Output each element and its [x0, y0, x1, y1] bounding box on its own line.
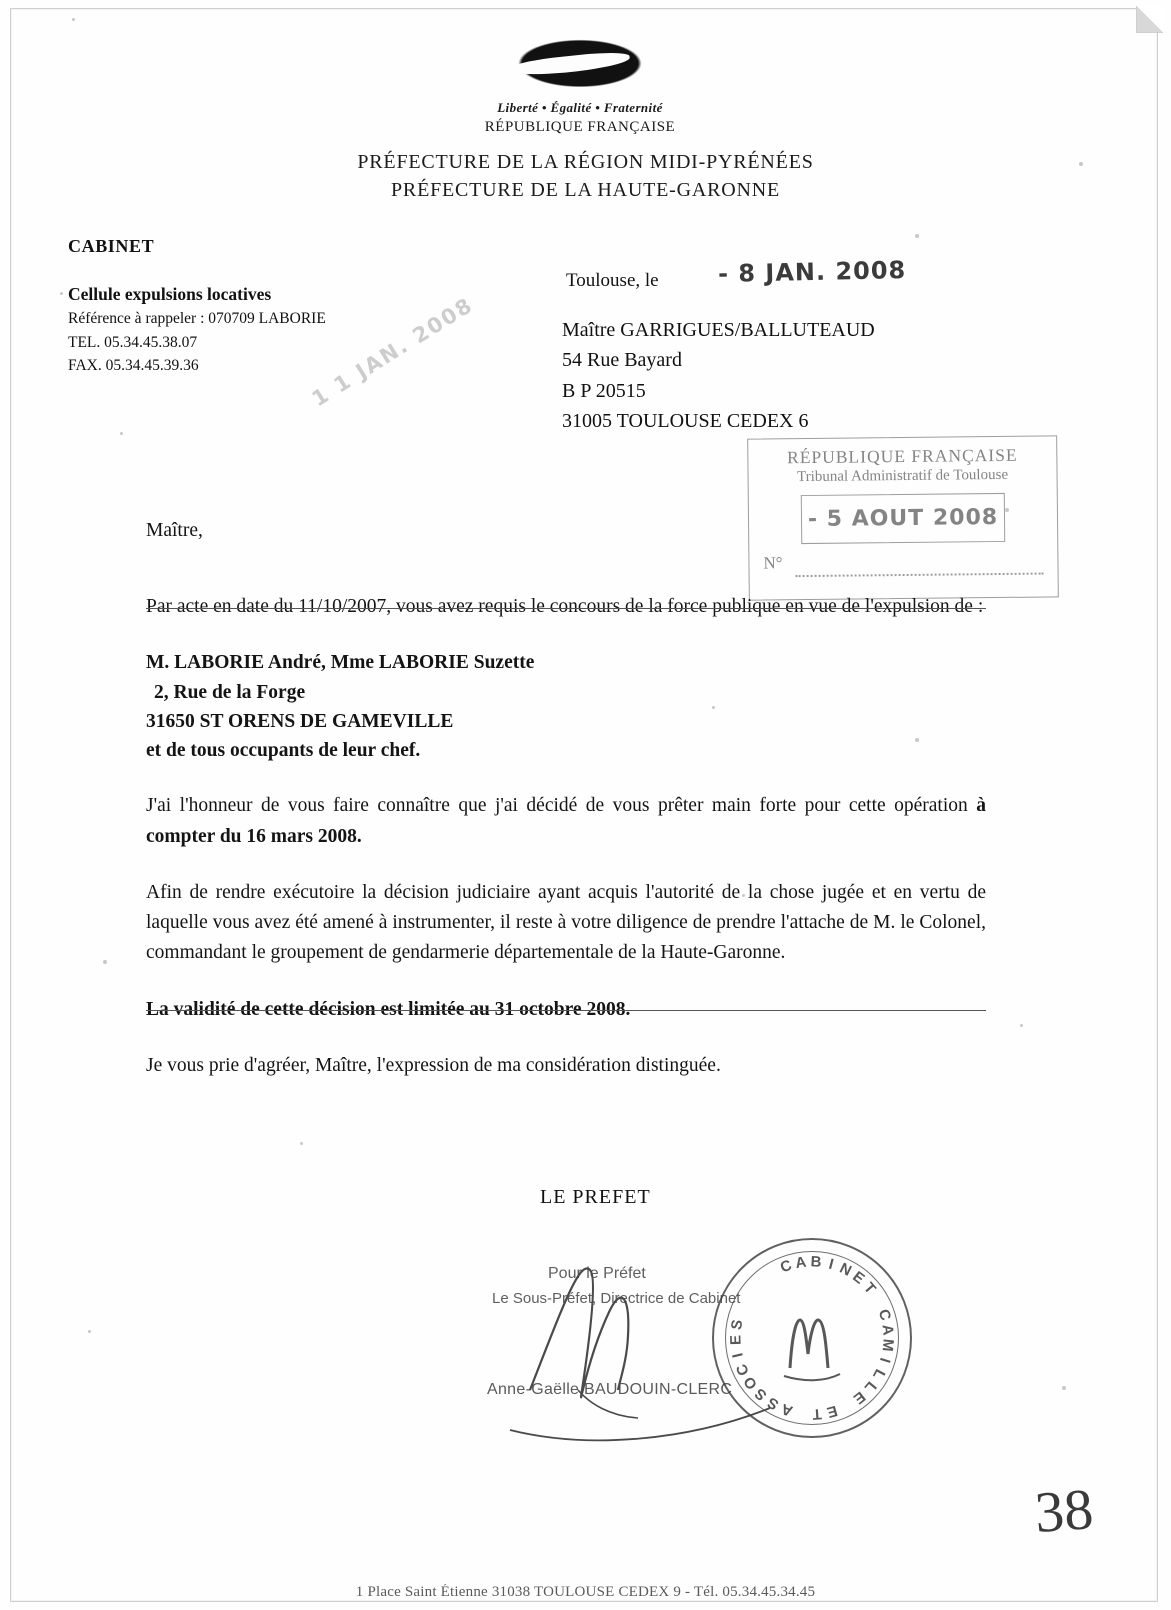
expelled-occupants: et de tous occupants de leur chef.: [146, 740, 421, 762]
tribunal-stamp-number-label: N°: [763, 553, 783, 573]
official-round-seal: [712, 1238, 912, 1438]
recipient-name: Maître GARRIGUES/BALLUTEAUD: [562, 319, 875, 341]
letter-body: [146, 516, 986, 1107]
header-line-1: PRÉFECTURE DE LA RÉGION MIDI-PYRÉNÉES: [357, 151, 814, 173]
expelled-street: 2, Rue de la Forge: [154, 681, 306, 703]
delegation-line-1: Pour le Préfet: [548, 1265, 646, 1282]
paragraph-closing: Je vous prie d'agréer, Maître, l'expression de ma considération distinguée.: [146, 1054, 721, 1076]
paragraph-request: Par acte en date du 11/10/2007, vous avez requis le concours de la force publique en vue de l'expulsion de :: [146, 592, 986, 622]
salutation: Maître,: [146, 520, 203, 541]
delegation-line-2: Le Sous-Préfet, Directrice de Cabinet: [492, 1290, 741, 1307]
sender-tel: TEL. 05.34.45.38.07: [68, 333, 198, 351]
paragraph-decision-date: à compter du 16 mars 2008.: [146, 795, 986, 847]
scan-speck: [72, 18, 75, 21]
seal-text: C A B I N E T C A M I L L E E T A S S O C I E S: [727, 1253, 897, 1423]
sender-fax: FAX. 05.34.45.39.36: [68, 356, 199, 374]
footer-address: 1 Place Saint Étienne 31038 TOULOUSE CEDEX 9 - Tél. 05.34.45.34.45: [355, 1584, 816, 1600]
paragraph-execution: Afin de rendre exécutoire la décision judiciaire ayant acquis l'autorité de la chose jugée et en vertu de laquelle vous avez été amené à instrumenter, il reste à votre diligence de prendre l'attache de M. le Colonel, commandant le groupement de gendarmerie départementale de la Haute-Garonne.: [146, 881, 986, 964]
page-corner-fold: [1136, 6, 1163, 33]
expelled-names: M. LABORIE André, Mme LABORIE Suzette: [146, 652, 535, 674]
recipient-city: 31005 TOULOUSE CEDEX 6: [562, 410, 809, 433]
scan-speck: [915, 234, 919, 238]
sender-reference: Référence à rappeler : 070709 LABORIE: [68, 310, 326, 328]
prefecture-header: [0, 148, 1171, 205]
seal-monogram-icon: [714, 1240, 910, 1436]
date-stamp: - 8 JAN. 2008: [717, 256, 907, 288]
scan-speck: [300, 1142, 303, 1145]
scan-speck: [120, 432, 123, 435]
recipient-block: [562, 315, 875, 437]
scan-speck: [103, 960, 107, 964]
page-number: 38: [1032, 1476, 1096, 1545]
republic-label: RÉPUBLIQUE FRANÇAISE: [484, 119, 676, 135]
republic-emblem: [480, 26, 680, 136]
expelled-city: 31650 ST ORENS DE GAMEVILLE: [146, 710, 454, 732]
scan-speck: [88, 1330, 91, 1333]
tribunal-stamp-date: - 5 AOUT 2008: [801, 493, 1006, 544]
paragraph-decision: [146, 791, 986, 851]
scan-speck: [60, 292, 63, 295]
paragraph-decision-text: J'ai l'honneur de vous faire connaître que j'ai décidé de vous prêter main forte pour cette opération: [146, 795, 977, 817]
sender-block: [68, 281, 326, 377]
scan-speck: [1020, 1024, 1023, 1027]
scan-speck: [1062, 1386, 1066, 1390]
header-line-2: PRÉFECTURE DE LA HAUTE-GARONNE: [391, 179, 780, 202]
signature-title: LE PREFET: [540, 1186, 651, 1208]
service-label: CABINET: [68, 236, 155, 256]
devise-text: Liberté • Égalité • Fraternité: [497, 100, 663, 115]
recipient-street: 54 Rue Bayard: [562, 349, 682, 372]
date-place-label: Toulouse, le: [566, 270, 659, 291]
expelled-party-block: [146, 648, 986, 765]
recipient-po-box: B P 20515: [562, 379, 646, 402]
paragraph-validity: La validité de cette décision est limitée au 31 octobre 2008.: [146, 995, 986, 1025]
tribunal-stamp-line-1: RÉPUBLIQUE FRANÇAISE: [786, 444, 1018, 468]
received-date-stamp: 1 1 JAN. 2008: [307, 292, 478, 412]
sender-unit: Cellule expulsions locatives: [68, 284, 272, 304]
signer-name: Anne-Gaëlle BAUDOUIN-CLERC: [487, 1381, 733, 1398]
marianne-icon: [492, 26, 668, 98]
tribunal-stamp-line-2: Tribunal Administratif de Toulouse: [796, 466, 1009, 486]
